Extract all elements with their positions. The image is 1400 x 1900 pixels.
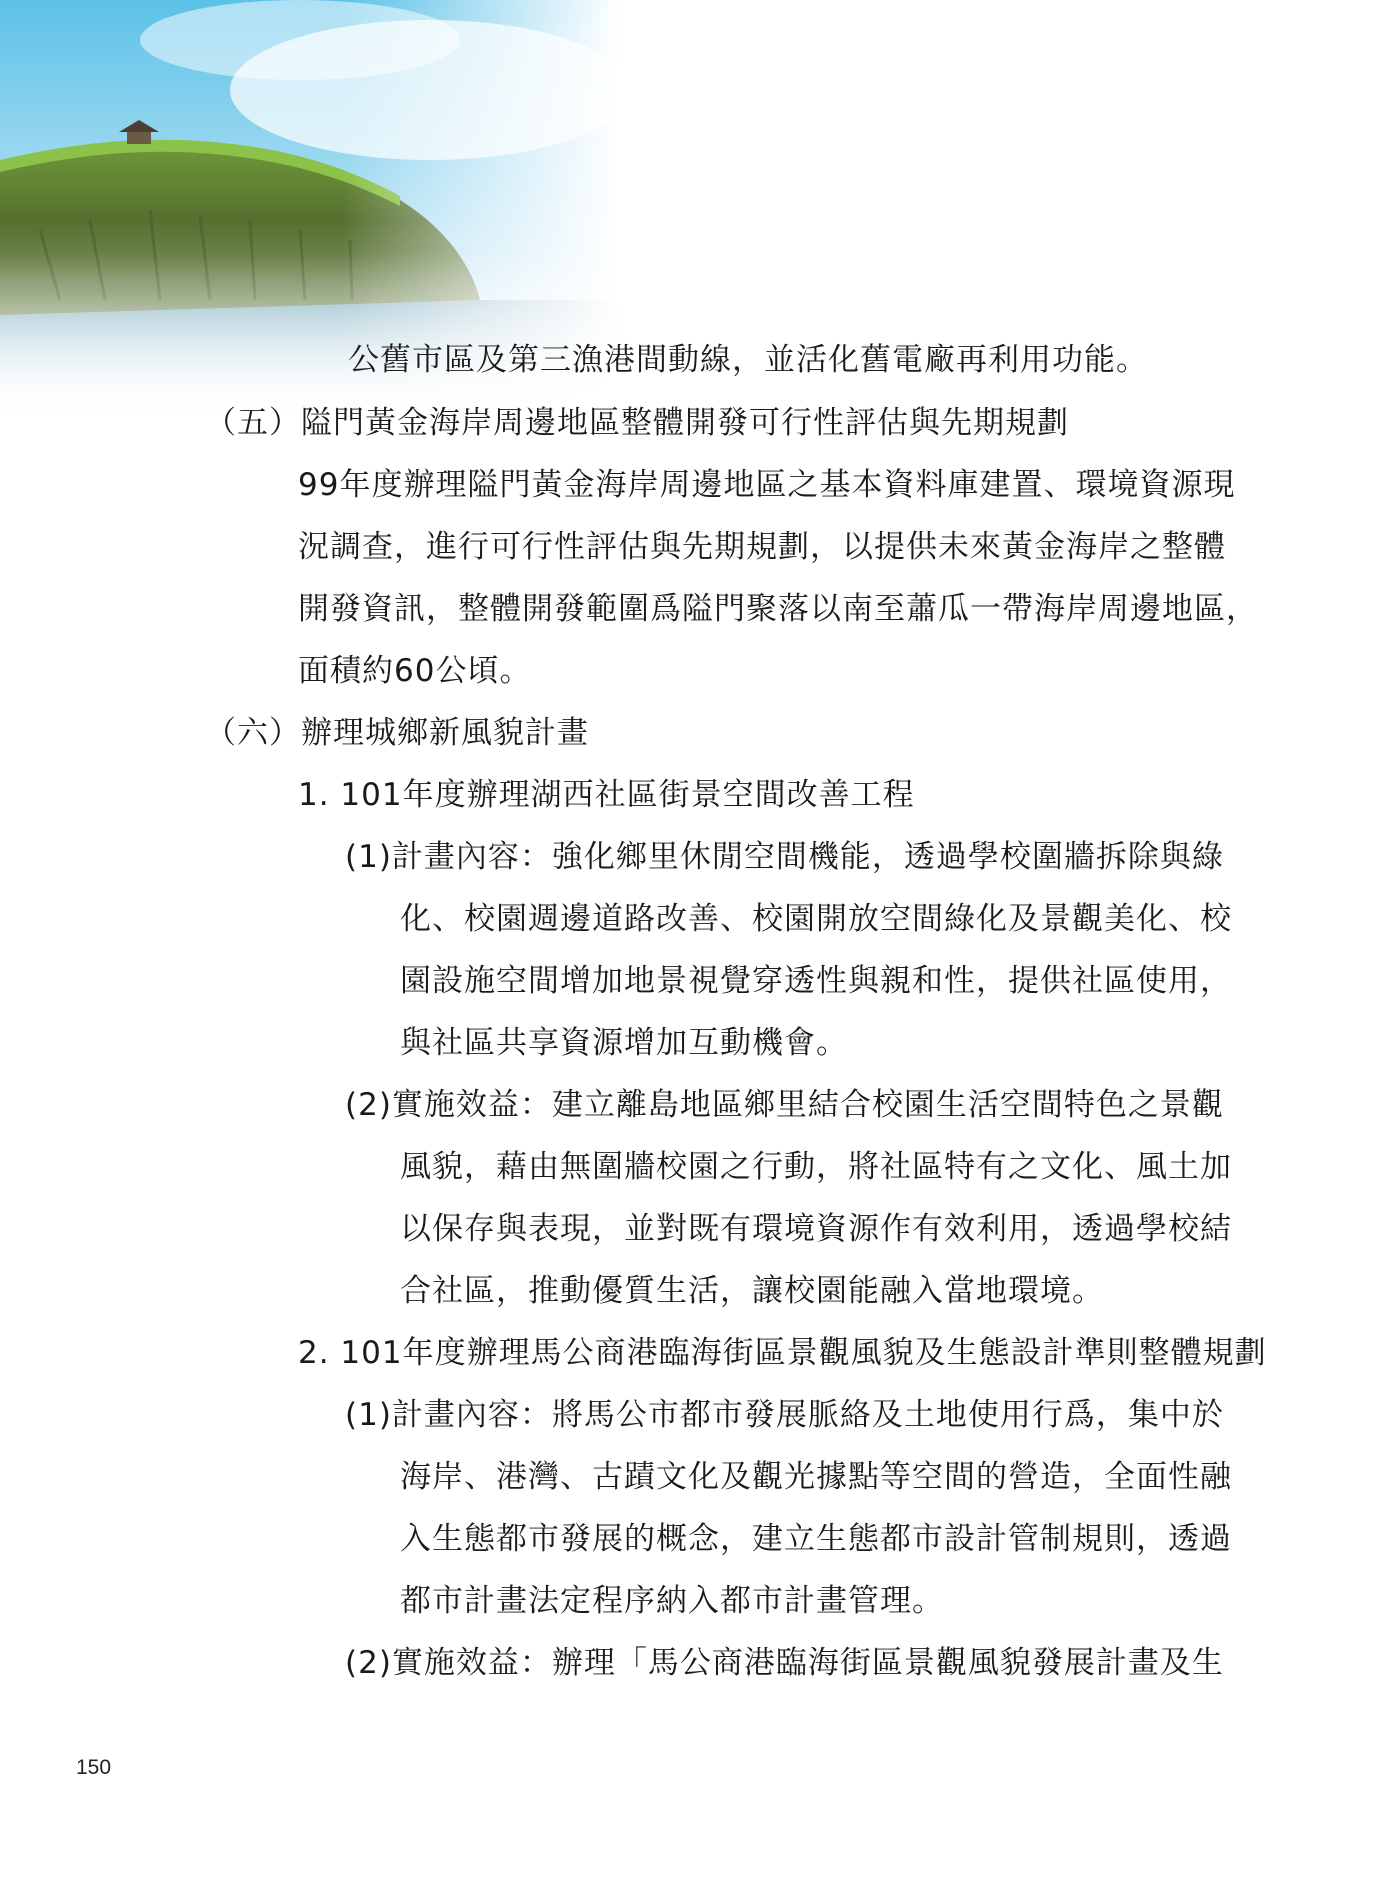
- text-line: 99年度辦理隘門黃金海岸周邊地區之基本資料庫建置、環境資源現: [298, 467, 1236, 503]
- text-line: 風貌，藉由無圍牆校園之行動，將社區特有之文化、風土加: [400, 1149, 1232, 1185]
- text-line: 都市計畫法定程序納入都市計畫管理。: [400, 1583, 944, 1619]
- item-heading: 2. 101年度辦理馬公商港臨海街區景觀風貌及生態設計準則整體規劃: [298, 1335, 1267, 1371]
- page-number: 150: [76, 1756, 112, 1779]
- text-line: (1)計畫內容：強化鄉里休閒空間機能，透過學校圍牆拆除與綠: [345, 839, 1224, 875]
- text-line: (2)實施效益：建立離島地區鄉里結合校園生活空間特色之景觀: [345, 1087, 1224, 1123]
- text-line: 面積約60公頃。: [298, 653, 532, 689]
- text-line: (1)計畫內容：將馬公市都市發展脈絡及土地使用行爲，集中於: [345, 1397, 1224, 1433]
- text-line: 化、校園週邊道路改善、校園開放空間綠化及景觀美化、校: [400, 901, 1232, 937]
- text-line: 海岸、港灣、古蹟文化及觀光據點等空間的營造，全面性融: [400, 1459, 1232, 1495]
- text-line: 開發資訊，整體開發範圍爲隘門聚落以南至蕭瓜一帶海岸周邊地區，: [298, 591, 1258, 627]
- item-heading: 1. 101年度辦理湖西社區街景空間改善工程: [298, 777, 915, 813]
- text-line: 合社區，推動優質生活，讓校園能融入當地環境。: [400, 1273, 1104, 1309]
- text-line: 園設施空間增加地景視覺穿透性與親和性，提供社區使用，: [400, 963, 1232, 999]
- text-line: 入生態都市發展的概念，建立生態都市設計管制規則，透過: [400, 1521, 1232, 1557]
- text-line: 與社區共享資源增加互動機會。: [400, 1025, 848, 1061]
- text-line: 以保存與表現，並對既有環境資源作有效利用，透過學校結: [400, 1211, 1232, 1247]
- text-line: 況調查，進行可行性評估與先期規劃，以提供未來黃金海岸之整體: [298, 529, 1226, 565]
- section-heading: （五）隘門黃金海岸周邊地區整體開發可行性評估與先期規劃: [205, 405, 1069, 441]
- text-line: 公舊市區及第三漁港間動線，並活化舊電廠再利用功能。: [348, 342, 1148, 378]
- section-heading: （六）辦理城鄉新風貌計畫: [205, 715, 589, 751]
- text-line: (2)實施效益：辦理「馬公商港臨海街區景觀風貌發展計畫及生: [345, 1645, 1224, 1681]
